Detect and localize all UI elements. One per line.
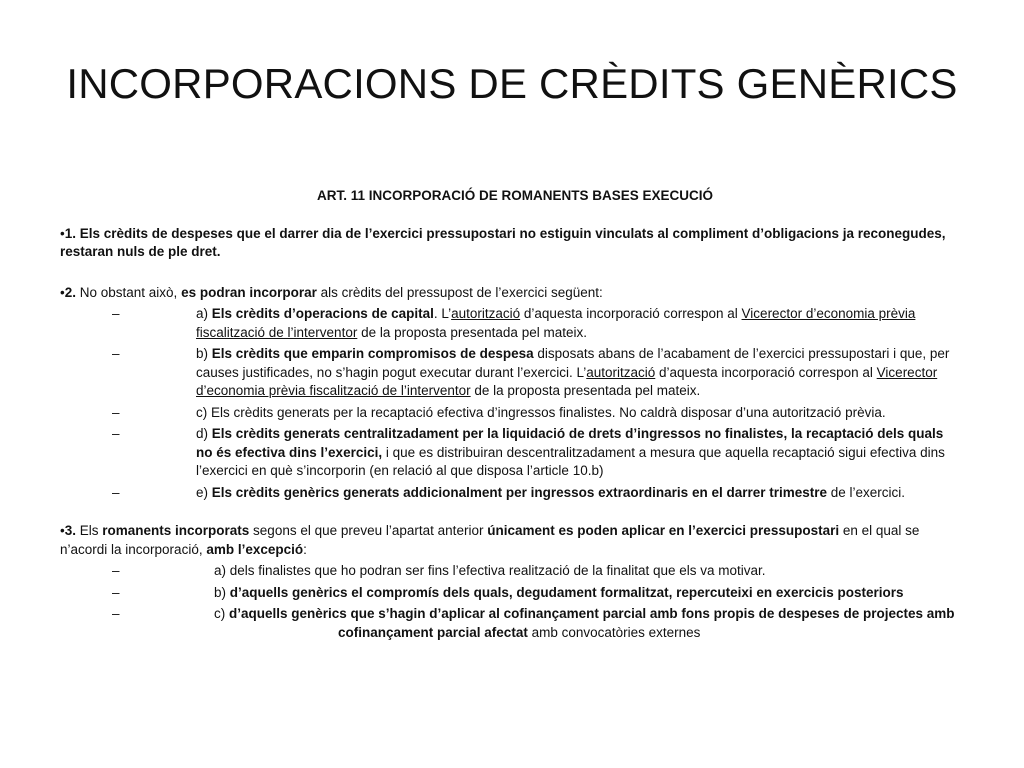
paragraph-3-text: segons el que preveu l’apartat anterior — [249, 523, 488, 538]
dash: – — [112, 306, 120, 321]
item-text: dels finalistes que ho podran ser fins l’efectiva realització de la finalitat que els va motivar. — [229, 563, 766, 578]
dash: – — [112, 484, 120, 500]
item-underlined: Vicerector d’economia prèvia fiscalització de l’interventor — [196, 306, 916, 340]
exception-item-b — [60, 584, 960, 603]
paragraph-3-number: 3. — [64, 523, 76, 538]
item-text: de la proposta presentada pel mateix. — [357, 324, 587, 340]
paragraph-2-text-end: als crèdits del pressupost de l’exercici següent: — [316, 284, 603, 300]
paragraph-3-bold: amb l’excepció — [206, 541, 304, 557]
dash: – — [112, 584, 120, 600]
paragraph-1-text: 1. Els crèdits de despeses que el darrer dia de l’exercici pressupostari no estiguin vinculats al compliment d’obligacions ja reconegudes, restaran nuls de ple dret. — [60, 225, 946, 259]
slide-body — [60, 187, 960, 662]
dash: – — [112, 426, 120, 441]
item-underlined: autorització — [451, 306, 521, 321]
bullet: • — [60, 225, 65, 241]
item-letter: e) — [196, 484, 212, 500]
item-text: d’aquesta incorporació correspon al — [520, 306, 742, 321]
list-item-e — [60, 484, 960, 503]
item-bold: d’aquells genèrics que s’hagin d’aplicar al cofinançament parcial amb fons propis de despeses de projectes amb — [229, 606, 955, 621]
item-bold: Els crèdits genèrics generats addicionalment per ingressos extraordinaris en el darrer trimestre — [211, 484, 828, 500]
paragraph-3-text: Els — [76, 523, 103, 538]
paragraph-3-text: : — [303, 541, 307, 557]
paragraph-2-bold: es podran incorporar — [181, 284, 317, 300]
item-text: de la proposta presentada pel mateix. — [470, 383, 701, 398]
paragraph-2-number: 2. — [64, 284, 76, 300]
item-text: i que es distribuiran descentralitzadament a mesura que aquella recaptació sigui efectiva dins l’exercici en què s’incorporin (en relació al que disposa l’article 10.b) — [196, 444, 945, 478]
paragraph-2 — [60, 284, 960, 503]
bullet: • — [60, 523, 65, 538]
item-letter: d) — [196, 426, 212, 441]
item-bold: Els crèdits d’operacions de capital — [211, 306, 434, 321]
exception-item-c — [60, 605, 960, 642]
item-bold: d’aquells genèrics el compromís dels quals, degudament formalitzat, repercuteixi en exercicis posteriors — [229, 584, 904, 600]
list-item-d — [60, 425, 960, 481]
list-item-a — [60, 305, 960, 342]
paragraph-3-text: en el qual se n’acordi la incorporació, — [60, 523, 920, 557]
paragraph-2-text: No obstant això, — [76, 284, 182, 300]
item-underlined: Vicerector d’economia prèvia fiscalització de l’interventor — [196, 364, 938, 398]
item-text: c) Els crèdits generats per la recaptació efectiva d’ingressos finalistes. No caldrà disposar d’una autorització prèvia. — [196, 404, 886, 420]
dash: – — [112, 404, 120, 420]
list-item-b — [60, 345, 960, 401]
dash: – — [112, 563, 120, 578]
item-letter: a) — [196, 306, 212, 321]
item-text: amb convocatòries externes — [527, 624, 701, 640]
dash: – — [112, 346, 120, 361]
item-text: d’aquesta incorporació correspon al — [655, 364, 877, 380]
item-text: . L’ — [433, 306, 452, 321]
item-bold: cofinançament parcial afectat — [338, 624, 528, 640]
item-text: de l’exercici. — [827, 484, 906, 500]
item-bold: Els crèdits generats centralitzadament per la liquidació de drets d’ingressos no finalistes, la recaptació dels quals no és efectiva dins l’exercici, — [196, 426, 944, 460]
item-text: disposats abans de l’acabament de l’exercici pressupostari i que, per causes justificades, no s’hagin pogut executar durant l’exercici. L’ — [196, 346, 950, 380]
paragraph-3 — [60, 522, 960, 642]
paragraph-3-bold: únicament es poden aplicar en l’exercici pressupostari — [487, 523, 840, 538]
bullet: • — [60, 284, 65, 300]
item-letter: a) — [214, 563, 230, 578]
paragraph-1 — [60, 225, 960, 262]
article-subtitle: ART. 11 INCORPORACIÓ DE ROMANENTS BASES EXECUCIÓ — [316, 188, 714, 203]
item-underlined: autorització — [586, 364, 656, 380]
item-letter: c) — [214, 606, 229, 621]
list-item-c — [60, 404, 960, 423]
item-letter: b) — [196, 346, 212, 361]
slide-title: INCORPORACIONS DE CRÈDITS GENÈRICS — [66, 60, 958, 107]
item-bold: Els crèdits que emparin compromisos de despesa — [211, 346, 534, 361]
item-letter: b) — [214, 584, 230, 600]
item-continuation — [214, 624, 960, 643]
paragraph-3-bold: romanents incorporats — [102, 523, 250, 538]
dash: – — [112, 606, 120, 621]
exception-item-a — [60, 562, 960, 581]
